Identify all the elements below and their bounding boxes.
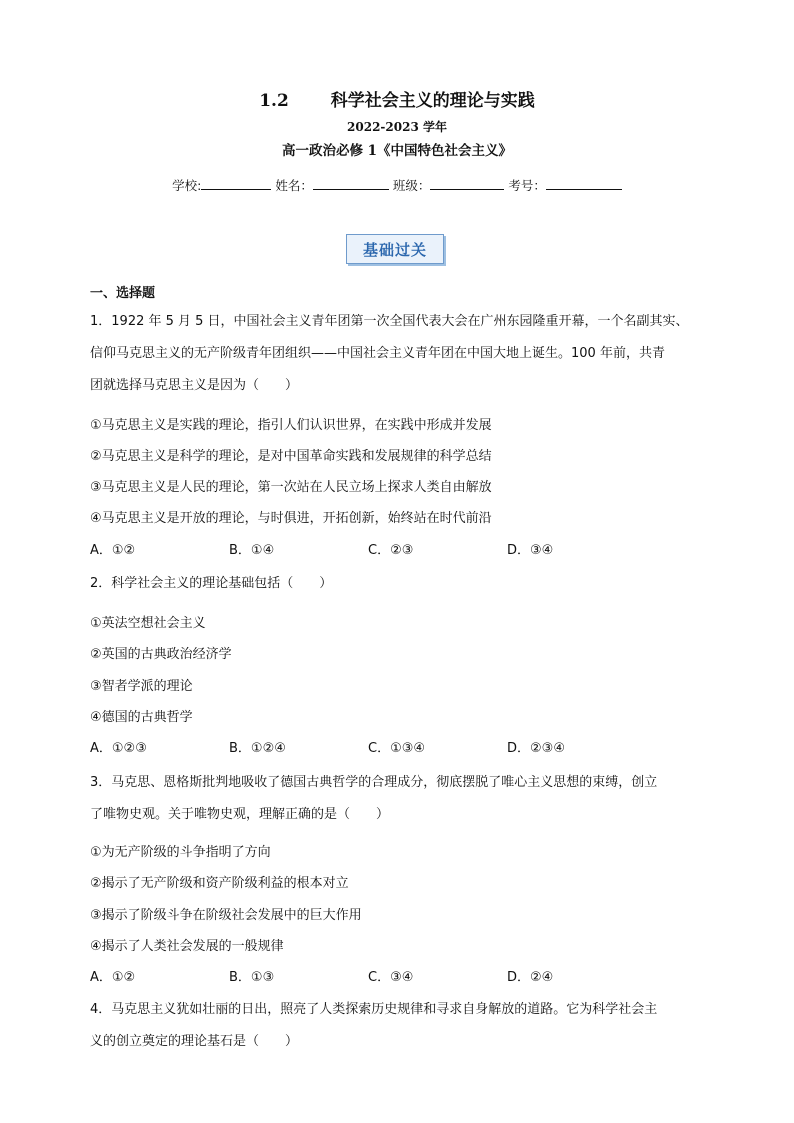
choice-c[interactable]: C．①③④ bbox=[368, 741, 426, 756]
option-item: ②揭示了无产阶级和资产阶级利益的根本对立 bbox=[90, 876, 349, 891]
option-item: ①马克思主义是实践的理论，指引人们认识世界，在实践中形成并发展 bbox=[90, 418, 492, 433]
option-item: ③揭示了阶级斗争在阶级社会发展中的巨大作用 bbox=[90, 908, 362, 923]
class-label: 班级： bbox=[392, 178, 431, 193]
class-blank[interactable] bbox=[430, 177, 504, 190]
school-label: 学校: bbox=[172, 178, 202, 193]
student-info-line bbox=[0, 176, 794, 194]
option-item: ③马克思主义是人民的理论，第一次站在人民立场上探求人类自由解放 bbox=[90, 480, 492, 495]
document-title bbox=[0, 86, 794, 111]
question-line: 了唯物史观。关于唯物史观，理解正确的是（ ） bbox=[90, 807, 390, 822]
question-4 bbox=[90, 994, 708, 1058]
choice-d[interactable]: D．③④ bbox=[507, 543, 554, 558]
exam-number-blank[interactable] bbox=[546, 177, 622, 190]
option-item: ③智者学派的理论 bbox=[90, 679, 193, 694]
choice-a[interactable]: A．①② bbox=[90, 543, 136, 558]
option-item: ②马克思主义是科学的理论，是对中国革命实践和发展规律的科学总结 bbox=[90, 449, 492, 464]
question-line: 信仰马克思主义的无产阶级青年团组织——中国社会主义青年团在中国大地上诞生。100 年前，共青 bbox=[90, 346, 665, 361]
choice-b[interactable]: B．①③ bbox=[229, 970, 275, 985]
choice-c[interactable]: C．②③ bbox=[368, 543, 414, 558]
question-line: 2．科学社会主义的理论基础包括（ ） bbox=[90, 576, 333, 591]
lesson-title: 科学社会主义的理论与实践 bbox=[330, 91, 535, 111]
lesson-number: 1.2 bbox=[259, 91, 289, 111]
choice-d[interactable]: D．②③④ bbox=[507, 741, 565, 756]
option-item: ①英法空想社会主义 bbox=[90, 616, 206, 631]
option-item: ②英国的古典政治经济学 bbox=[90, 647, 232, 662]
choice-d[interactable]: D．②④ bbox=[507, 970, 554, 985]
question-line: 团就选择马克思主义是因为（ ） bbox=[90, 378, 299, 393]
question-2 bbox=[90, 568, 708, 600]
school-year: 2022-2023 学年 bbox=[347, 120, 447, 134]
option-item: ④德国的古典哲学 bbox=[90, 710, 193, 725]
name-blank[interactable] bbox=[313, 177, 389, 190]
course-name: 高一政治必修 1《中国特色社会主义》 bbox=[281, 143, 513, 159]
option-item: ①为无产阶级的斗争指明了方向 bbox=[90, 845, 271, 860]
question-line: 4．马克思主义犹如壮丽的日出，照亮了人类探索历史规律和寻求自身解放的道路。它为科学社会主 bbox=[90, 1002, 658, 1017]
school-blank[interactable] bbox=[201, 177, 271, 190]
choice-c[interactable]: C．③④ bbox=[368, 970, 414, 985]
section-heading: 一、选择题 bbox=[90, 286, 156, 301]
name-label: 姓名： bbox=[275, 178, 313, 193]
option-item: ④揭示了人类社会发展的一般规律 bbox=[90, 939, 284, 954]
option-item: ④马克思主义是开放的理论，与时俱进，开拓创新，始终站在时代前沿 bbox=[90, 511, 492, 526]
question-line: 义的创立奠定的理论基石是（ ） bbox=[90, 1034, 299, 1049]
choice-a[interactable]: A．①②③ bbox=[90, 741, 147, 756]
answer-choices bbox=[90, 539, 650, 558]
answer-choices bbox=[90, 966, 650, 985]
badge-label: 基础过关 bbox=[362, 240, 427, 259]
question-1 bbox=[90, 306, 708, 402]
choice-b[interactable]: B．①④ bbox=[229, 543, 275, 558]
choice-b[interactable]: B．①②④ bbox=[229, 741, 286, 756]
question-line: 3．马克思、恩格斯批判地吸收了德国古典哲学的合理成分，彻底摆脱了唯心主义思想的束缚，创立 bbox=[90, 775, 658, 790]
choice-a[interactable]: A．①② bbox=[90, 970, 136, 985]
section-badge bbox=[346, 234, 444, 264]
answer-choices bbox=[90, 737, 650, 756]
exam-number-label: 考号： bbox=[508, 178, 546, 193]
question-3 bbox=[90, 767, 708, 831]
question-line: 1．1922 年 5 月 5 日，中国社会主义青年团第一次全国代表大会在广州东园隆重开幕，一个名副其实、 bbox=[90, 314, 689, 329]
